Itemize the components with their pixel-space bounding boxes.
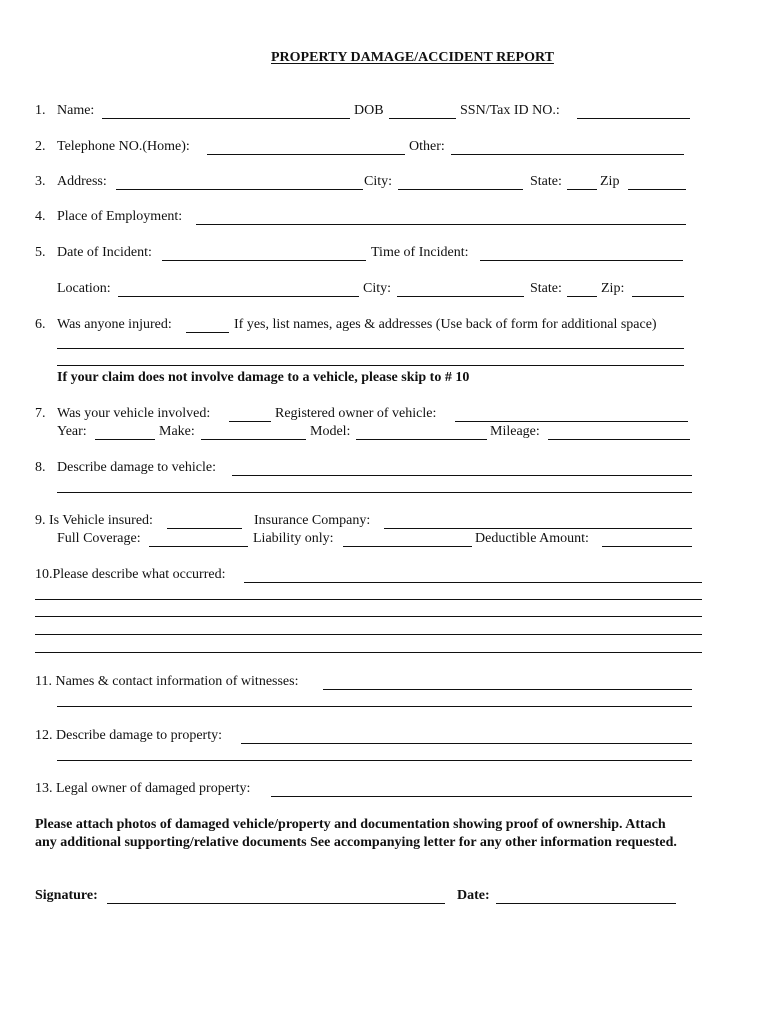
skip-note: If your claim does not involve damage to a vehicle, please skip to # 10 <box>57 370 470 385</box>
injured-details-line-2[interactable] <box>57 365 684 366</box>
location-city-label: City: <box>363 281 392 296</box>
year-label: Year: <box>57 424 87 439</box>
attach-note-line-1: Please attach photos of damaged vehicle/property and documentation showing proof of ownership. Attach <box>35 817 666 832</box>
insurance-company-label: Insurance Company: <box>254 513 371 528</box>
registered-owner-label: Registered owner of vehicle: <box>275 406 437 421</box>
q1-number: 1. <box>35 103 46 118</box>
full-coverage-label: Full Coverage: <box>57 531 141 546</box>
location-zip-label: Zip: <box>601 281 625 296</box>
deductible-field[interactable] <box>602 546 692 547</box>
incident-time-field[interactable] <box>480 260 683 261</box>
witnesses-field[interactable] <box>323 689 692 690</box>
q9-number: 9. <box>35 513 46 528</box>
location-city-field[interactable] <box>397 296 524 297</box>
state-label: State: <box>530 174 562 189</box>
occurrence-line-5[interactable] <box>35 652 702 653</box>
legal-owner-label: 13. Legal owner of damaged property: <box>35 781 251 796</box>
page-title: PROPERTY DAMAGE/ACCIDENT REPORT <box>271 50 554 65</box>
other-phone-label: Other: <box>409 139 445 154</box>
date-field[interactable] <box>496 903 676 904</box>
dob-label: DOB <box>354 103 384 118</box>
vehicle-damage-label: Describe damage to vehicle: <box>57 460 216 475</box>
q8-number: 8. <box>35 460 46 475</box>
property-damage-field[interactable] <box>241 743 692 744</box>
zip-label: Zip <box>600 174 620 189</box>
witnesses-label: 11. Names & contact information of witnesses: <box>35 674 299 689</box>
incident-time-label: Time of Incident: <box>371 245 469 260</box>
q3-number: 3. <box>35 174 46 189</box>
property-damage-line-2[interactable] <box>57 760 692 761</box>
year-field[interactable] <box>95 439 155 440</box>
mileage-label: Mileage: <box>490 424 540 439</box>
occurrence-line-2[interactable] <box>35 599 702 600</box>
incident-date-label: Date of Incident: <box>57 245 152 260</box>
ssn-field[interactable] <box>577 118 690 119</box>
make-field[interactable] <box>201 439 306 440</box>
registered-owner-field[interactable] <box>455 421 688 422</box>
location-label: Location: <box>57 281 111 296</box>
occurrence-label: 10.Please describe what occurred: <box>35 567 226 582</box>
q5-number: 5. <box>35 245 46 260</box>
witnesses-line-2[interactable] <box>57 706 692 707</box>
dob-field[interactable] <box>389 118 456 119</box>
attach-note-row-2 <box>0 834 770 852</box>
employment-label: Place of Employment: <box>57 209 183 224</box>
injured-label: Was anyone injured: <box>57 317 172 332</box>
q4-number: 4. <box>35 209 46 224</box>
q7-number: 7. <box>35 406 46 421</box>
location-zip-field[interactable] <box>632 296 684 297</box>
vehicle-involved-label: Was your vehicle involved: <box>57 406 211 421</box>
ssn-label: SSN/Tax ID NO.: <box>460 103 560 118</box>
vehicle-damage-field[interactable] <box>232 475 692 476</box>
attach-note-row-1 <box>0 816 770 834</box>
question-6 <box>0 316 770 334</box>
telephone-field[interactable] <box>207 154 405 155</box>
vehicle-involved-field[interactable] <box>229 421 271 422</box>
address-label: Address: <box>57 174 107 189</box>
liability-only-field[interactable] <box>343 546 472 547</box>
occurrence-line-3[interactable] <box>35 616 702 617</box>
mileage-field[interactable] <box>548 439 690 440</box>
property-damage-label: 12. Describe damage to property: <box>35 728 222 743</box>
state-field[interactable] <box>567 189 597 190</box>
skip-note-row <box>0 369 770 387</box>
vehicle-damage-line-2[interactable] <box>57 492 692 493</box>
attach-note-line-2: any additional supporting/relative documents See accompanying letter for any other information requested. <box>35 835 677 850</box>
zip-field[interactable] <box>628 189 686 190</box>
incident-date-field[interactable] <box>162 260 366 261</box>
signature-label: Signature: <box>35 888 98 903</box>
occurrence-field[interactable] <box>244 582 702 583</box>
date-label: Date: <box>457 888 490 903</box>
injured-details-label: If yes, list names, ages & addresses (Use back of form for additional space) <box>234 317 657 332</box>
telephone-label: Telephone NO.(Home): <box>57 139 190 154</box>
vehicle-insured-label: Is Vehicle insured: <box>49 513 153 528</box>
model-field[interactable] <box>356 439 487 440</box>
title-row <box>0 49 770 67</box>
q6-number: 6. <box>35 317 46 332</box>
location-field[interactable] <box>118 296 359 297</box>
q2-number: 2. <box>35 139 46 154</box>
full-coverage-field[interactable] <box>149 546 248 547</box>
location-state-field[interactable] <box>567 296 597 297</box>
occurrence-line-4[interactable] <box>35 634 702 635</box>
injured-details-line-1[interactable] <box>57 348 684 349</box>
name-field[interactable] <box>102 118 350 119</box>
liability-only-label: Liability only: <box>253 531 334 546</box>
address-field[interactable] <box>116 189 363 190</box>
city-label: City: <box>364 174 393 189</box>
signature-field[interactable] <box>107 903 445 904</box>
name-label: Name: <box>57 103 95 118</box>
deductible-label: Deductible Amount: <box>475 531 589 546</box>
legal-owner-field[interactable] <box>271 796 692 797</box>
injured-field[interactable] <box>186 332 229 333</box>
vehicle-insured-field[interactable] <box>167 528 242 529</box>
other-phone-field[interactable] <box>451 154 684 155</box>
make-label: Make: <box>159 424 195 439</box>
employment-field[interactable] <box>196 224 686 225</box>
location-state-label: State: <box>530 281 562 296</box>
model-label: Model: <box>310 424 351 439</box>
insurance-company-field[interactable] <box>384 528 692 529</box>
city-field[interactable] <box>398 189 523 190</box>
